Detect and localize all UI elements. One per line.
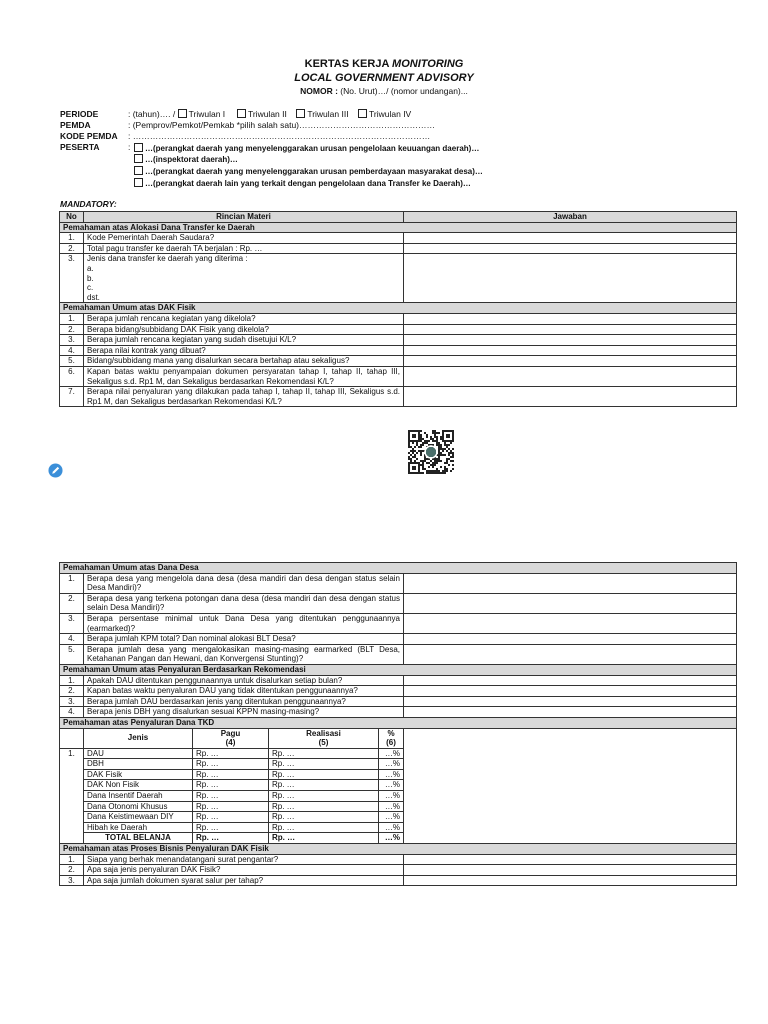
row-number: 3. <box>60 875 84 886</box>
row-number: 3. <box>60 613 84 633</box>
answer-cell[interactable] <box>404 335 737 346</box>
table-row <box>60 573 737 593</box>
question-cell: Berapa jenis DBH yang disalurkan sesuai KPPN masing-masing? <box>84 707 404 718</box>
tkd-jenis: Hibah ke Daerah <box>84 822 193 833</box>
table-row <box>60 865 737 876</box>
question-cell: Kode Pemerintah Daerah Saudara? <box>84 233 404 244</box>
row-number: 4. <box>60 634 84 645</box>
row-number: 2. <box>60 243 84 254</box>
peserta-option-3-checkbox[interactable] <box>134 166 143 175</box>
tkd-realisasi[interactable]: Rp. … <box>269 759 379 770</box>
tkd-col-jenis: Jenis <box>84 728 193 748</box>
tkd-realisasi[interactable]: Rp. … <box>269 822 379 833</box>
col-no-header: No <box>60 212 84 223</box>
table-row <box>60 324 737 335</box>
document-subtitle: LOCAL GOVERNMENT ADVISORY <box>294 72 474 84</box>
section-row <box>60 844 737 855</box>
answer-cell[interactable] <box>404 313 737 324</box>
section-title: Pemahaman atas Alokasi Dana Transfer ke Daerah <box>60 222 737 233</box>
tkd-pct[interactable]: …% <box>379 780 404 791</box>
table-row <box>60 875 737 886</box>
tkd-jenis: DAU <box>84 748 193 759</box>
row-number: 1. <box>60 854 84 865</box>
tkd-pagu[interactable]: Rp. … <box>193 801 269 812</box>
periode-value: : (tahun)…. / <box>128 109 176 119</box>
section-title: Pemahaman Umum atas Penyaluran Berdasarkan Rekomendasi <box>60 664 737 675</box>
row-number: 1. <box>60 748 84 843</box>
row-number: 7. <box>60 387 84 407</box>
question-cell: Berapa bidang/subbidang DAK Fisik yang dikelola? <box>84 324 404 335</box>
mandatory-label: MANDATORY: <box>60 199 117 209</box>
triwulan-4-label: Triwulan IV <box>369 109 412 119</box>
row-number: 4. <box>60 345 84 356</box>
row-number: 2. <box>60 865 84 876</box>
pemda-label: PEMDA <box>60 120 91 130</box>
nomor-line: NOMOR : (No. Urut)…/ (nomor undangan)... <box>300 86 468 96</box>
table-row <box>60 387 737 407</box>
peserta-option-3: …(perangkat daerah yang menyelenggarakan urusan pemberdayaan masyarakat desa)… <box>134 166 483 176</box>
document-title: KERTAS KERJA MONITORING <box>304 58 464 70</box>
row-number: 1. <box>60 573 84 593</box>
triwulan-2-label: Triwulan II <box>247 109 287 119</box>
section-title: Pemahaman Umum atas DAK Fisik <box>60 303 737 314</box>
col-jawaban-header: Jawaban <box>404 212 737 223</box>
answer-cell[interactable] <box>404 707 737 718</box>
table-row <box>60 345 737 356</box>
tkd-pct[interactable]: …% <box>379 812 404 823</box>
row-number: 3. <box>60 335 84 346</box>
tkd-pct[interactable]: …% <box>379 822 404 833</box>
answer-cell[interactable] <box>404 324 737 335</box>
section-row <box>60 563 737 574</box>
row-number: 2. <box>60 593 84 613</box>
periode-label: PERIODE <box>60 109 99 119</box>
tkd-total-label: TOTAL BELANJA <box>84 833 193 844</box>
table-row <box>60 696 737 707</box>
table-row <box>60 707 737 718</box>
table-row <box>60 644 737 664</box>
tkd-realisasi[interactable]: Rp. … <box>269 769 379 780</box>
kode-pemda-label: KODE PEMDA <box>60 131 118 141</box>
table-row <box>60 233 737 244</box>
section-row <box>60 222 737 233</box>
table-row <box>60 593 737 613</box>
triwulan-3-label: Triwulan III <box>307 109 349 119</box>
answer-cell[interactable] <box>404 613 737 633</box>
answer-cell[interactable] <box>404 675 737 686</box>
peserta-option-2: …(inspektorat daerah)… <box>134 154 238 164</box>
tkd-total-pct[interactable]: …% <box>379 833 404 844</box>
answer-cell[interactable] <box>404 728 737 844</box>
tkd-realisasi[interactable]: Rp. … <box>269 791 379 802</box>
section-title: Pemahaman atas Penyaluran Dana TKD <box>60 717 737 728</box>
table-row <box>60 254 737 303</box>
row-number: 3. <box>60 696 84 707</box>
row-number: 3. <box>60 254 84 303</box>
table-row <box>60 243 737 254</box>
row-number: 6. <box>60 366 84 386</box>
section-row <box>60 303 737 314</box>
tkd-col-realisasi: Realisasi (5) <box>269 728 379 748</box>
tkd-pagu[interactable]: Rp. … <box>193 812 269 823</box>
question-cell: Jenis dana transfer ke daerah yang diterima : a. b. c. dst. <box>84 254 404 303</box>
row-number: 1. <box>60 233 84 244</box>
tkd-col-pct: % (6) <box>379 728 404 748</box>
peserta-option-4-checkbox[interactable] <box>134 178 143 187</box>
answer-cell[interactable] <box>404 387 737 407</box>
question-cell: Apakah DAU ditentukan penggunaannya untuk disalurkan setiap bulan? <box>84 675 404 686</box>
question-cell: Berapa jumlah desa yang mengalokasikan masing-masing earmarked (BLT Desa, Ketahanan Pangan dan Hewani, dan Konvergensi Stunting)? <box>84 644 404 664</box>
question-cell: Berapa desa yang terkena potongan dana desa (desa mandiri dan desa dengan status selain Desa Mandiri)? <box>84 593 404 613</box>
pen-icon[interactable] <box>48 463 63 478</box>
tkd-realisasi[interactable]: Rp. … <box>269 748 379 759</box>
tkd-realisasi[interactable]: Rp. … <box>269 780 379 791</box>
row-number: 2. <box>60 324 84 335</box>
col-materi-header: Rincian Materi <box>84 212 404 223</box>
peserta-colon: : <box>128 142 131 152</box>
tkd-total-pagu[interactable]: Rp. … <box>193 833 269 844</box>
tkd-pagu[interactable]: Rp. … <box>193 759 269 770</box>
answer-cell[interactable] <box>404 854 737 865</box>
tkd-realisasi[interactable]: Rp. … <box>269 812 379 823</box>
peserta-option-2-checkbox[interactable] <box>134 154 143 163</box>
tkd-pct[interactable]: …% <box>379 791 404 802</box>
answer-cell[interactable] <box>404 634 737 645</box>
table-row <box>60 356 737 367</box>
tkd-pagu[interactable]: Rp. … <box>193 780 269 791</box>
tkd-jenis: DAK Fisik <box>84 769 193 780</box>
tkd-pagu[interactable]: Rp. … <box>193 769 269 780</box>
question-cell: Berapa persentase minimal untuk Dana Desa yang ditentukan penggunaannya (earmarked)? <box>84 613 404 633</box>
tkd-pct[interactable]: …% <box>379 801 404 812</box>
answer-cell[interactable] <box>404 356 737 367</box>
triwulan-4-checkbox[interactable] <box>358 109 367 118</box>
pemda-value[interactable]: : (Pemprov/Pemkot/Pemkab *pilih salah satu)………………………………………… <box>128 120 436 130</box>
tkd-realisasi[interactable]: Rp. … <box>269 801 379 812</box>
answer-cell[interactable] <box>404 875 737 886</box>
row-number: 1. <box>60 313 84 324</box>
row-number: 5. <box>60 356 84 367</box>
tkd-jenis: DBH <box>84 759 193 770</box>
tkd-header-row <box>60 728 737 748</box>
table-row <box>60 686 737 697</box>
question-cell: Bidang/subbidang mana yang disalurkan secara bertahap atau sekaligus? <box>84 356 404 367</box>
answer-cell[interactable] <box>404 233 737 244</box>
tkd-jenis: Dana Insentif Daerah <box>84 791 193 802</box>
answer-cell[interactable] <box>404 243 737 254</box>
tkd-pagu[interactable]: Rp. … <box>193 822 269 833</box>
question-cell: Kapan batas waktu penyaluran DAU yang tidak ditentukan penggunaannya? <box>84 686 404 697</box>
row-number: 2. <box>60 686 84 697</box>
row-number: 1. <box>60 675 84 686</box>
table-row <box>60 613 737 633</box>
question-cell: Kapan batas waktu penyampaian dokumen persyaratan tahap I, tahap II, tahap III, Sekaligus s.d. Rp1 M, dan Sekaligus berdasarkan Rekomendasi K/L? <box>84 366 404 386</box>
triwulan-3-checkbox[interactable] <box>296 109 305 118</box>
table-row <box>60 634 737 645</box>
table-header-row <box>60 212 737 223</box>
question-cell: Total pagu transfer ke daerah TA berjalan : Rp. … <box>84 243 404 254</box>
table-row <box>60 313 737 324</box>
peserta-option-4: …(perangkat daerah lain yang terkait dengan pengelolaan dana Transfer ke Daerah)… <box>134 178 471 188</box>
continuation-table <box>59 562 737 886</box>
tkd-pct[interactable]: …% <box>379 769 404 780</box>
tkd-jenis: Dana Keistimewaan DIY <box>84 812 193 823</box>
triwulan-1-checkbox[interactable] <box>178 109 187 118</box>
peserta-option-1-checkbox[interactable] <box>134 143 143 152</box>
answer-cell[interactable] <box>404 865 737 876</box>
section-row <box>60 664 737 675</box>
mandatory-table <box>59 211 737 407</box>
tkd-col-pagu: Pagu (4) <box>193 728 269 748</box>
tkd-pagu[interactable]: Rp. … <box>193 791 269 802</box>
question-cell: Berapa jumlah rencana kegiatan yang sudah disetujui K/L? <box>84 335 404 346</box>
section-title: Pemahaman atas Proses Bisnis Penyaluran DAK Fisik <box>60 844 737 855</box>
row-number: 4. <box>60 707 84 718</box>
tkd-pagu[interactable]: Rp. … <box>193 748 269 759</box>
tkd-pct[interactable]: …% <box>379 748 404 759</box>
answer-cell[interactable] <box>404 686 737 697</box>
answer-cell[interactable] <box>404 644 737 664</box>
answer-cell[interactable] <box>404 345 737 356</box>
tkd-jenis: DAK Non Fisik <box>84 780 193 791</box>
table-row <box>60 675 737 686</box>
answer-cell[interactable] <box>404 593 737 613</box>
question-cell: Berapa nilai penyaluran yang dilakukan pada tahap I, tahap II, tahap III, Sekaligus s.d. Rp1 M, dan Sekaligus berdasarkan Rekomendasi K/L? <box>84 387 404 407</box>
tkd-total-realisasi[interactable]: Rp. … <box>269 833 379 844</box>
question-cell: Berapa jumlah KPM total? Dan nominal alokasi BLT Desa? <box>84 634 404 645</box>
question-cell: Berapa jumlah rencana kegiatan yang dikelola? <box>84 313 404 324</box>
section-title: Pemahaman Umum atas Dana Desa <box>60 563 737 574</box>
question-cell: Berapa nilai kontrak yang dibuat? <box>84 345 404 356</box>
tkd-pct[interactable]: …% <box>379 759 404 770</box>
question-cell: Siapa yang berhak menandatangani surat pengantar? <box>84 854 404 865</box>
question-cell: Berapa jumlah DAU berdasarkan jenis yang ditentukan penggunaannya? <box>84 696 404 707</box>
question-cell: Berapa desa yang mengelola dana desa (desa mandiri dan desa dengan status selain Desa Mandiri)? <box>84 573 404 593</box>
tkd-jenis: Dana Otonomi Khusus <box>84 801 193 812</box>
peserta-option-1: …(perangkat daerah yang menyelenggarakan urusan pengelolaan keuuangan daerah)… <box>134 143 479 153</box>
question-cell: Apa saja jenis penyaluran DAK Fisik? <box>84 865 404 876</box>
triwulan-2-checkbox[interactable] <box>237 109 246 118</box>
kode-pemda-value[interactable]: : …………………………………………………………………………………………… <box>128 131 431 141</box>
triwulan-1-label: Triwulan I <box>188 109 226 119</box>
section-row <box>60 717 737 728</box>
question-cell: Apa saja jumlah dokumen syarat salur per tahap? <box>84 875 404 886</box>
table-row <box>60 854 737 865</box>
answer-cell[interactable] <box>404 254 737 303</box>
answer-cell[interactable] <box>404 696 737 707</box>
row-number: 5. <box>60 644 84 664</box>
answer-cell[interactable] <box>404 366 737 386</box>
qr-code-icon <box>408 430 454 474</box>
answer-cell[interactable] <box>404 573 737 593</box>
peserta-label: PESERTA <box>60 142 100 152</box>
table-row <box>60 366 737 386</box>
table-row <box>60 335 737 346</box>
